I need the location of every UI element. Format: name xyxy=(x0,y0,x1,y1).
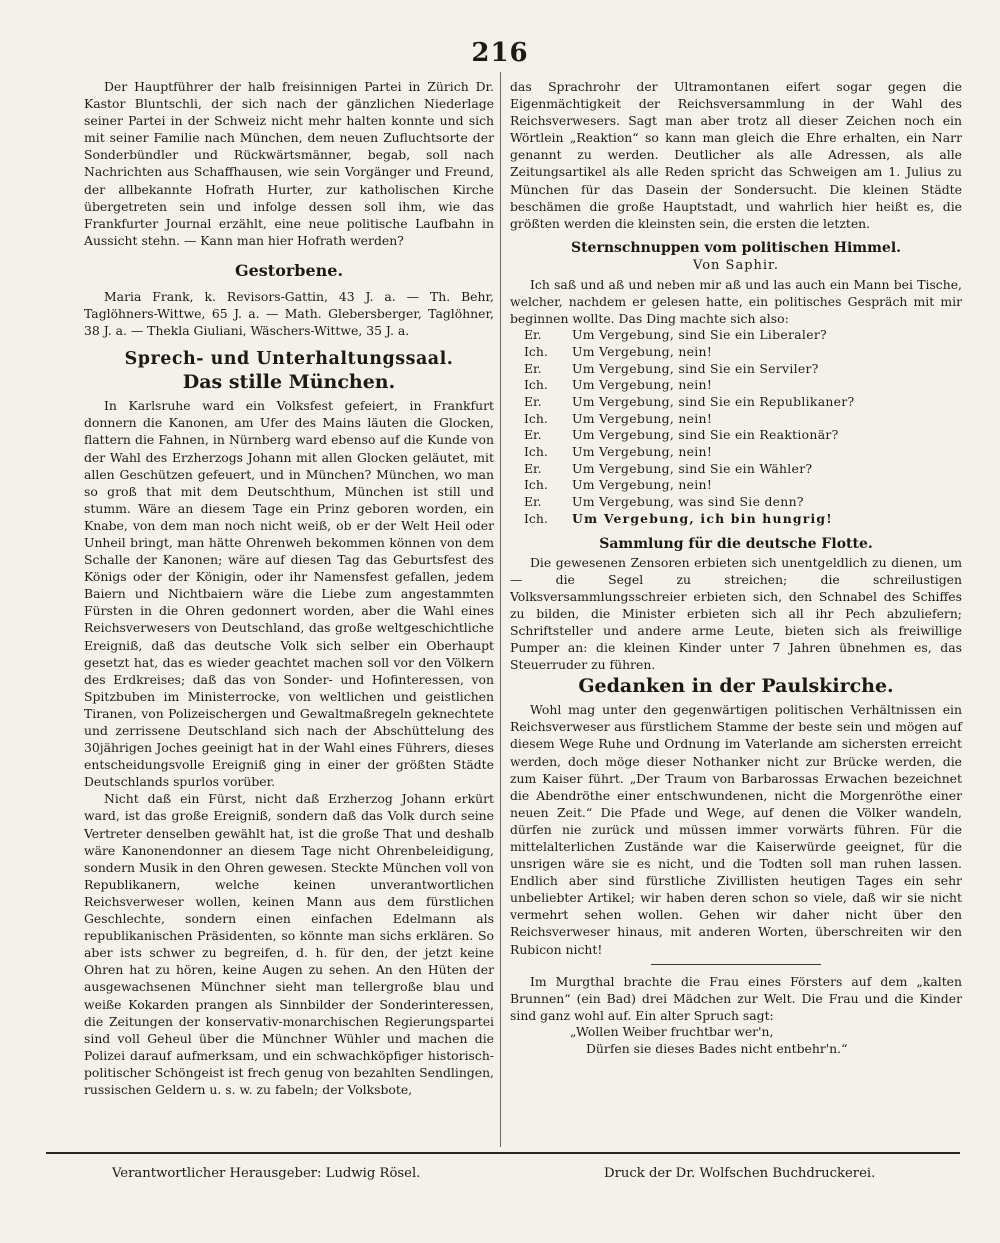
dialogue-speaker: Er. xyxy=(524,327,542,343)
dialogue-text: Um Vergebung, sind Sie ein Republikaner? xyxy=(572,393,855,409)
dialogue-line xyxy=(510,427,962,444)
article-paragraph-1: In Karlsruhe ward ein Volksfest gefeiert, in Frankfurt donnern die Kanonen, am Ufer des Mains läuten die Glocken, flattern die Fahnen, in Nürnberg ward ebenso auf die Kunde von der Wahl des Erzherzogs Johann mit allen Glocken geläutet, mit allen Geschützen gefeuert, und in München? München, wo man so groß that mit dem Deutschthum, München ist still und stumm. Wäre an diesem Tage ein Prinz geboren worden, ein Knabe, von dem man noch nicht weiß, ob er der Welt Heil oder Unheil bringt, man hätte Ohrenweh bekommen können von dem Schalle der Kanonen; wäre auf diesen Tag das Geburtsfest des Königs oder der Königin, oder ihr Namensfest gefallen, jedem Baiern und Nichtbaiern wäre die Liebe zum angestammten Fürsten in die Ohren gedonnert worden, aber die Wahl eines Reichsverwesers von Deutschland, das große weltgeschichtliche Ereigniß, daß das deutsche Volk sich selber ein Oberhaupt gesetzt hat, das es wieder geachtet machen soll vor den Völkern des Erdkreises; daß das von Sonder- und Hofinteressen, von Spitzbuben im Ministerrocke, von weltlichen und geistlichen Tiranen, von Polizeischergen und Gewaltmaßregeln geknechtete und zerrissene Deutschland sich nach der Abschüttelung des 30jährigen Joches geeinigt hat in der Wahl eines Führers, dieses entscheidungsvolle Ereigniß ging in einer der größten Städte Deutschlands spurlos vorüber. xyxy=(84,398,494,790)
dialogue-line xyxy=(510,327,962,344)
sternschnuppen-intro: Ich saß und aß und neben mir aß und las auch ein Mann bei Tische, welcher, nachdem er gelesen hatte, ein politisches Gespräch mit mir beginnen wollte. Das Ding machte sich also: xyxy=(510,276,962,327)
article-byline: Von Saphir. xyxy=(693,257,779,273)
dialogue-line xyxy=(510,361,962,378)
dialogue-text: Um Vergebung, nein! xyxy=(572,410,713,426)
right-column xyxy=(510,78,962,1057)
flotte-heading: Sammlung für die deutsche Flotte. xyxy=(599,535,873,552)
dialogue-speaker: Er. xyxy=(524,393,542,409)
sternschnuppen-heading: Sternschnuppen vom politischen Himmel. xyxy=(570,239,902,256)
dialogue-text: Um Vergebung, nein! xyxy=(572,477,713,493)
dialogue-speaker: Er. xyxy=(524,427,542,443)
section-heading: Sprech- und Unterhaltungssaal. xyxy=(124,349,454,370)
intro-paragraph: Der Hauptführer der halb freisinnigen Partei in Zürich Dr. Kastor Bluntschli, der sich nach der gänzlichen Niederlage seiner Partei in der Schweiz nicht mehr halten konnte und sich mit seiner Familie nach München, dem neuen Zufluchtsorte der Sonderbündler und Rückwärtsmänner, begab, soll nach Nachrichten aus Schaffhausen, wie sein Vorgänger und Freund, der allbekannte Hofrath Hurter, zur katholischen Kirche übergetreten sein und infolge dessen soll ihm, wie das Frankfurter Journal erzählt, eine neue politische Laufbahn in Aussicht stehn. — Kann man hier Hofrath werden? xyxy=(84,79,494,248)
article-title: Das stille München. xyxy=(182,371,396,394)
dialogue-line xyxy=(510,344,962,361)
verse-line-2: Dürfen sie dieses Bades nicht entbehr'n.“ xyxy=(586,1040,848,1056)
dialogue-speaker: Er. xyxy=(524,360,542,376)
murgthal-paragraph: Im Murgthal brachte die Frau eines Försters auf dem „kalten Brunnen“ (ein Bad) drei Mädchen zur Welt. Die Frau und die Kinder sind ganz wohl auf. Ein alter Spruch sagt: xyxy=(510,973,962,1023)
dialogue-speaker: Er. xyxy=(524,460,542,476)
verse-line-1: „Wollen Weiber fruchtbar wer'n, xyxy=(570,1023,774,1039)
column-divider xyxy=(500,72,501,1147)
page-number: 216 xyxy=(471,38,529,68)
dialogue-speaker: Ich. xyxy=(524,377,548,393)
dialogue-line xyxy=(510,411,962,428)
dialogue-speaker: Er. xyxy=(524,494,542,510)
dialogue-text: Um Vergebung, sind Sie ein Liberaler? xyxy=(572,327,827,343)
continued-paragraph: das Sprachrohr der Ultramontanen eifert sogar gegen die Eigenmächtigkeit der Reichsversammlung in der Wahl des Reichsverwesers. Sagt man aber trotz all dieser Zeichen noch ein Wörtlein „Reaktion“ so kann man gleich die Ehre erhalten, ein Narr genannt zu werden. Deutlicher als alle Adressen, als alle Zeitungsartikel als alle Reden spricht das Schweigen am 1. Julius zu München für das Dasein der Sondersucht. Die kleinen Städte beschämen die große Hauptstadt, und wahrlich hier heißt es, die größten werden die kleinsten sein, die ersten die letzten. xyxy=(510,79,962,231)
dialogue-text: Um Vergebung, sind Sie ein Serviler? xyxy=(572,360,819,376)
dialogue-line xyxy=(510,494,962,511)
paulskirche-paragraph: Wohl mag unter den gegenwärtigen politischen Verhältnissen ein Reichsverweser aus fürstlichem Stamme der beste sein und mögen auf diesem Wege Ruhe und Ordnung im Vaterlande am sichersten erreicht werden, doch möge dieser Nothanker nicht zur Brücke werden, die zum Kaiser führt. „Der Traum von Barbarossas Erwachen bezeichnet die Abendröthe einer entschwundenen, nicht die Morgenröthe einer neuen Zeit.“ Die Pfade und Wege, auf denen die Völker wandeln, dürfen nie zurück und müssen immer vorwärts führen. Für die mittelalterlichen Zustände war die Kaiserwürde geeignet, für die unsrigen wäre sie es nicht, und die Todten soll man ruhen lassen. Endlich aber sind fürstliche Zivillisten heutigen Tages ein sehr unbeliebter Artikel; wir haben deren schon so viele, daß wir sie nicht vermehrt sehen wollen. Gehen wir daher nicht über den Reichsverweser hinaus, mit anderen Worten, überschreiten wir den Rubicon nicht! xyxy=(510,702,962,957)
separator-rule xyxy=(651,964,821,965)
dialogue-speaker: Ich. xyxy=(524,510,548,526)
dialogue-text: Um Vergebung, nein! xyxy=(572,444,713,460)
dialogue-text: Um Vergebung, ich bin hungrig! xyxy=(572,510,833,526)
dialogue-line xyxy=(510,377,962,394)
article-paragraph-2: Nicht daß ein Fürst, nicht daß Erzherzog Johann erkürt ward, ist das große Ereigniß, sondern daß das Volk durch seine Vertreter denselben gewählt hat, ist die große That und deshalb wäre Kanonendonner an diesem Tage nicht Ohrenbeleidigung, sondern Musik in den Ohren gewesen. Steckte München voll von Republikanern, welche keinen unverantwortlichen Reichsverweser wollen, keinen Mann aus dem fürstlichen Geschlechte, sondern einen einfachen Edelmann als republikanischen Präsidenten, so könnte man sichs erklären. So aber ists schwer zu begreifen, d. h. für den, der jetzt keine Ohren hat zu hören, keine Augen zu sehen. An den Hüten der ausgewachsenen Münchner sieht man tellergroße blau und weiße Kokarden prangen als Sinnbilder der Sonderinteressen, die Zeitungen der konservativ-monarchischen Regierungspartei sind voll Geheul über die Münchner Wühler und machen die Polizei darauf aufmerksam, und ein schwachköpfiger historisch-politischer Schöngeist ist frech genug von bezahlten Sendlingen, russischen Geldern u. s. w. zu fabeln; der Volksbote, xyxy=(84,791,494,1097)
dialogue-text: Um Vergebung, was sind Sie denn? xyxy=(572,494,804,510)
paulskirche-heading: Gedanken in der Paulskirche. xyxy=(578,675,894,698)
dialogue-line xyxy=(510,477,962,494)
dialogue-text: Um Vergebung, sind Sie ein Wähler? xyxy=(572,460,813,476)
left-column xyxy=(84,78,494,1098)
flotte-paragraph: Die gewesenen Zensoren erbieten sich unentgeldlich zu dienen, um — die Segel zu streichen; die schreilustigen Volksversammlungsschreier erbieten sich, den Schnabel des Schiffes zu bilden, die Minister erbieten sich all ihr Pech abzuliefern; Schriftsteller und andere arme Leute, bieten sich als freiwillige Pumper an: die kleinen Kinder unter 7 Jahren übnehmen es, das Steuerruder zu führen. xyxy=(510,554,962,673)
dialogue-text: Um Vergebung, nein! xyxy=(572,343,713,359)
deaths-list: Maria Frank, k. Revisors-Gattin, 43 J. a. — Th. Behr, Taglöhners-Wittwe, 65 J. a. — Math. Glebersberger, Taglöhner, 38 J. a. — Thekla Giuliani, Wäschers-Wittwe, 35 J. a. xyxy=(84,288,494,339)
dialogue-line xyxy=(510,444,962,461)
dialogue-speaker: Ich. xyxy=(524,444,548,460)
dialogue-line xyxy=(510,461,962,478)
footer-rule xyxy=(46,1152,960,1154)
deaths-heading: Gestorbene. xyxy=(234,260,344,280)
dialogue-speaker: Ich. xyxy=(524,343,548,359)
dialogue-line xyxy=(510,511,962,528)
dialogue-block xyxy=(510,327,962,527)
dialogue-line xyxy=(510,394,962,411)
footer-printer: Druck der Dr. Wolfschen Buchdruckerei. xyxy=(604,1166,876,1181)
dialogue-text: Um Vergebung, nein! xyxy=(572,377,713,393)
footer-publisher: Verantwortlicher Herausgeber: Ludwig Rösel. xyxy=(112,1166,421,1181)
dialogue-text: Um Vergebung, sind Sie ein Reaktionär? xyxy=(572,427,839,443)
dialogue-speaker: Ich. xyxy=(524,410,548,426)
dialogue-speaker: Ich. xyxy=(524,477,548,493)
